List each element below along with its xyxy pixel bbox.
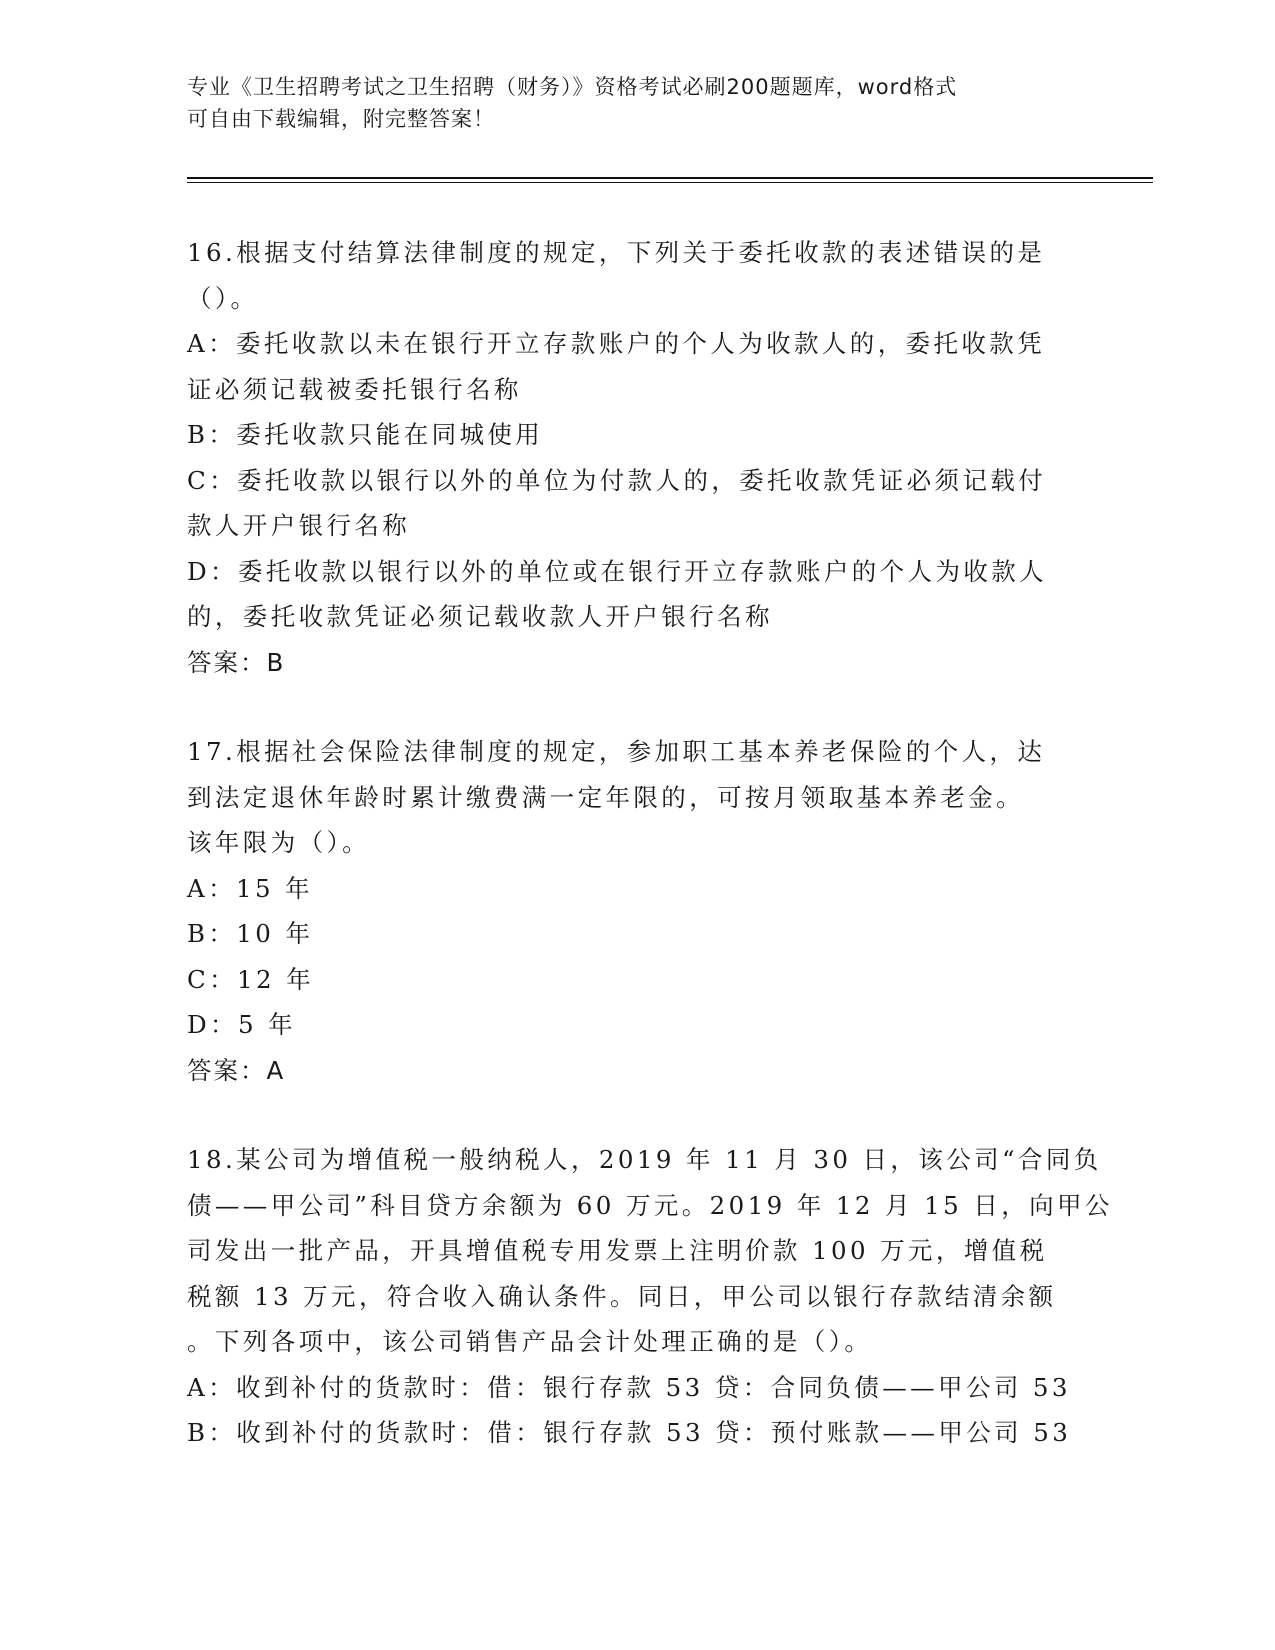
option-d: D：委托收款以银行以外的单位或在银行开立存款账户的个人为收款人 bbox=[187, 556, 1048, 586]
option-c: C：委托收款以银行以外的单位为付款人的，委托收款凭证必须记载付 bbox=[187, 465, 1047, 495]
question-text: 债——甲公司”科目贷方余额为 60 万元。2019 年 12 月 15 日，向甲公 bbox=[187, 1190, 1113, 1220]
option-d: D：5 年 bbox=[187, 1010, 297, 1039]
question-18 bbox=[187, 1137, 1113, 1456]
answer: 答案：A bbox=[187, 1055, 286, 1085]
option-a: A：15 年 bbox=[187, 873, 314, 903]
question-text: （）。 bbox=[187, 283, 259, 313]
question-text: 18.某公司为增值税一般纳税人，2019 年 11 月 30 日，该公司“合同负 bbox=[187, 1145, 1102, 1174]
option-a: A：委托收款以未在银行开立存款账户的个人为收款人的，委托收款凭 bbox=[187, 329, 1046, 358]
option-a: A：收到补付的货款时：借：银行存款 53 贷：合同负债——甲公司 53 bbox=[187, 1372, 1071, 1402]
question-text: 17.根据社会保险法律制度的规定，参加职工基本养老保险的个人，达 bbox=[187, 737, 1046, 766]
header-line: 可自由下载编辑，附完整答案！ bbox=[187, 107, 495, 131]
question-text: 16.根据支付结算法律制度的规定，下列关于委托收款的表述错误的是 bbox=[187, 238, 1046, 267]
answer: 答案：B bbox=[187, 647, 286, 677]
option-b: B：委托收款只能在同城使用 bbox=[187, 420, 544, 449]
header-divider-thick bbox=[187, 177, 1153, 179]
option-b: B：收到补付的货款时：借：银行存款 53 贷：预付账款——甲公司 53 bbox=[187, 1418, 1072, 1447]
question-17 bbox=[187, 729, 1087, 1093]
option-d-cont: 的，委托收款凭证必须记载收款人开户银行名称 bbox=[187, 602, 773, 631]
question-text: 该年限为（）。 bbox=[187, 828, 371, 857]
question-text: 到法定退休年龄时累计缴费满一定年限的，可按月领取基本养老金。 bbox=[187, 782, 1024, 812]
header-divider-thin bbox=[187, 182, 1153, 183]
option-a-cont: 证必须记载被委托银行名称 bbox=[187, 374, 522, 404]
question-text: 税额 13 万元，符合收入确认条件。同日，甲公司以银行存款结清余额 bbox=[187, 1281, 1057, 1311]
question-text: 。下列各项中，该公司销售产品会计处理正确的是（）。 bbox=[187, 1327, 873, 1356]
header-line: 专业《卫生招聘考试之卫生招聘（财务）》资格考试必刷200题题库，word格式 bbox=[187, 75, 958, 99]
question-16 bbox=[187, 230, 1087, 685]
document-header bbox=[187, 71, 1087, 135]
question-list bbox=[187, 230, 1113, 1500]
question-text: 司发出一批产品，开具增值税专用发票上注明价款 100 万元，增值税 bbox=[187, 1236, 1048, 1265]
option-c: C：12 年 bbox=[187, 964, 315, 994]
option-c-cont: 款人开户银行名称 bbox=[187, 511, 411, 540]
option-b: B：10 年 bbox=[187, 919, 314, 948]
